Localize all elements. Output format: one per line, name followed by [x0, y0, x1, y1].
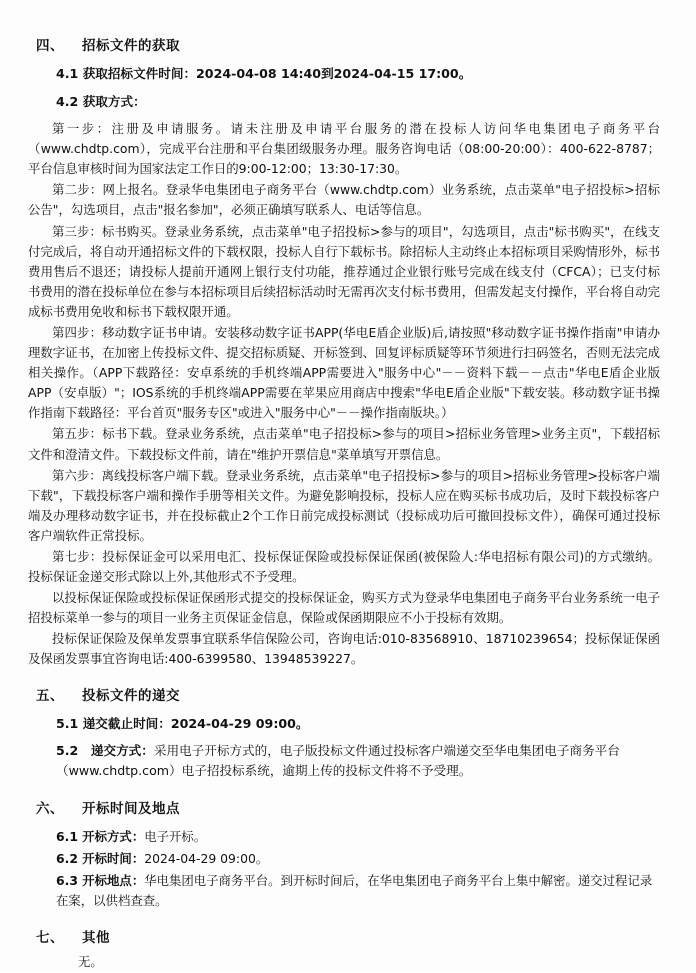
item-5-2-value: 采用电子开标方式的，电子版投标文件通过投标客户端递交至华电集团电子商务平台（www.chdtp.com）电子招投标系统，逾期上传的投标文件将不予受理。: [56, 743, 620, 778]
item-4-1-label: 4.1 获取招标文件时间：: [56, 66, 197, 81]
item-4-2: [28, 92, 660, 112]
item-6-1: [28, 827, 660, 847]
item-4-1-value: 2024-04-08 14:40到2024-04-15 17:00。: [196, 66, 472, 81]
item-5-1-value: 2024-04-29 09:00。: [170, 715, 309, 731]
section-number-5: 五、: [36, 687, 64, 704]
paragraph-step-5: 第五步：标书下载。登录业务系统，点击菜单"电子招投标>参与的项目>招标业务管理>业务主页"，下载招标文件和澄清文件。下载投标文件前，请在"维护开票信息"菜单填写开票信息。: [28, 426, 660, 462]
item-6-2-value: 2024-04-29 09:00。: [144, 851, 269, 867]
item-6-3: [28, 871, 660, 911]
item-6-3-label: 6.3 开标地点：: [56, 873, 145, 889]
paragraph-step-2: 第二步：网上报名。登录华电集团电子商务平台（www.chdtp.com）业务系统，点击菜单"电子招投标>招标公告"，勾选项目，点击"报名参加"，必须正确填写联系人、电话等信息。: [28, 182, 660, 218]
paragraph-step-4: 第四步：移动数字证书申请。安装移动数字证书APP(华电E盾企业版)后,请按照"移动数字证书操作指南"申请办理数字证书，在加密上传投标文件、提交招标质疑、开标签到、回复评标质疑等环节须进行扫码签名，否则无法完成相关操作。（APP下载路径：安卓系统的手机终端APP需要进入"服务中心"－－资料下载－－点击"华电E盾企业版APP（安卓版）"；IOS系统的手机终端APP需要在苹果应用商店中搜索"华电E盾企业版"下载安装。移动数字证书操作指南下载路径：平台首页"服务专区"或进入"服务中心"－－操作指南版块。）: [28, 324, 660, 421]
section-number-6: 六、: [36, 801, 64, 818]
section-title-7: 其他: [82, 930, 110, 947]
item-4-2-label: 4.2 获取方式：: [56, 93, 146, 109]
item-6-3-value: 华电集团电子商务平台。到开标时间后，在华电集团电子商务平台上集中解密。递交过程记录在案，以供档查查。: [56, 873, 653, 909]
item-4-1: [28, 64, 660, 84]
paragraph-guarantee-contacts: 投标保证保险及保单发票事宜联系华信保险公司，咨询电话:010-83568910、18710239654；投标保证保函及保函发票事宜咨询电话:400-6399580、13948539227。: [28, 631, 660, 667]
paragraph-guarantee-purchase: 以投标保证保险或投标保证保函形式提交的投标保证金，购买方式为登录华电集团电子商务平台业务系统一电子招投标菜单一参与的项目一业务主页保证金信息，保险或保函期限应不小于投标有效期。: [28, 590, 660, 626]
item-5-2: [28, 741, 660, 780]
item-6-2: [28, 849, 660, 869]
section-title-4: 招标文件的获取: [82, 38, 180, 54]
section-number-7: 七、: [36, 930, 64, 947]
item-5-1: [28, 714, 660, 734]
section-title-5: 投标文件的递交: [82, 687, 180, 704]
item-5-2-label: 5.2 递交方式：: [56, 743, 154, 759]
section-heading-5: [28, 684, 660, 704]
item-6-1-label: 6.1 开标方式：: [56, 829, 145, 845]
section-heading-7: [28, 926, 660, 946]
section-heading-4: [28, 34, 660, 54]
paragraph-step-7: 第七步：投标保证金可以采用电汇、投标保证保险或投标保证保函(被保险人:华电招标有限公司)的方式缴纳。投标保证金递交形式除以上外,其他形式不予受理。: [28, 549, 660, 585]
section-heading-6: [28, 797, 660, 817]
paragraph-step-1: 第一步：注册及申请服务。请未注册及申请平台服务的潜在投标人访问华电集团电子商务平台（www.chdtp.com），完成平台注册和平台集团级服务办理。服务咨询电话（08:00-20:00）：400-622-8787；平台信息审核时间为国家法定工作日的9:00-12:00；13:30-17:30。: [28, 121, 660, 177]
paragraph-step-6: 第六步：离线投标客户端下载。登录业务系统，点击菜单"电子招投标>参与的项目>招标业务管理>投标客户端下载"，下载投标客户端和操作手册等相关文件。为避免影响投标，投标人应在购买标书成功后，及时下载投标客户端及办理移动数字证书，并在投标截止2个工作日前完成投标测试（投标成功后可撤回投标文件），确保可通过投标客户端软件正常投标。: [28, 467, 660, 543]
item-6-1-value: 电子开标。: [144, 829, 207, 845]
item-6-2-label: 6.2 开标时间：: [56, 851, 145, 867]
section-7-content: 无。: [78, 954, 103, 970]
paragraph-step-3: 第三步：标书购买。登录业务系统，点击菜单"电子招投标>参与的项目"，勾选项目，点击"标书购买"，在线支付完成后，将自动开通招标文件的下载权限，投标人自行下载标书。除招标人主动终止本招标项目采购情形外，标书费用售后不退还；请投标人提前开通网上银行支付功能，推荐通过企业银行账号完成在线支付（CFCA）；已支付标书费用的潜在投标单位在参与本招标项目后续招标活动时无需再次支付标书费用，但需发起支付操作，平台将自动完成标书费用免收和标书下载权限开通。: [28, 223, 660, 319]
section-number-4: 四、: [36, 38, 64, 54]
section-title-6: 开标时间及地点: [82, 801, 180, 818]
item-5-1-label: 5.1 递交截止时间：: [56, 715, 171, 731]
